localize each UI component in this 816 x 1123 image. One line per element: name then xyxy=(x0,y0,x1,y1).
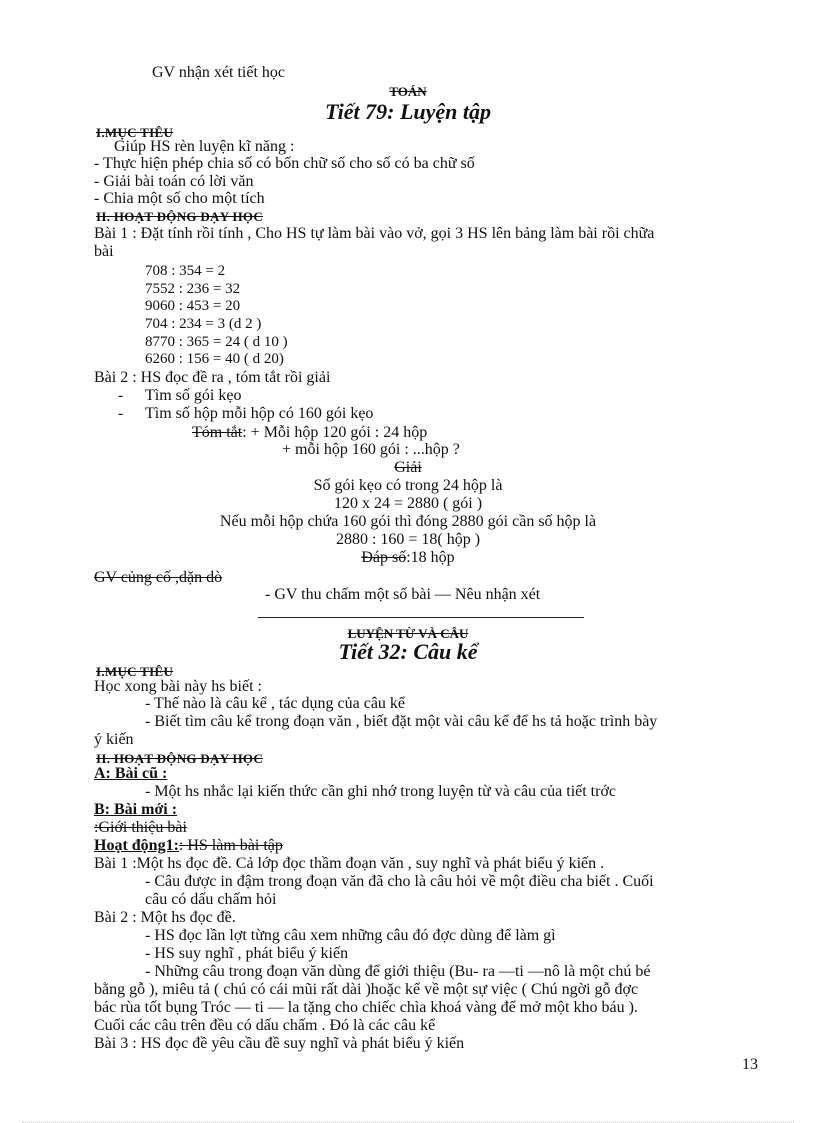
activity-1-line xyxy=(94,837,283,855)
objective-item: - Biết tìm câu kể trong đoạn văn , biết đặt một vài câu kể để hs tả hoặc trình bày xyxy=(145,713,658,730)
solution-line: Nếu mỗi hộp chứa 160 gói thì đóng 2880 gói cần số hộp là xyxy=(219,513,597,530)
section-divider xyxy=(258,617,584,618)
teacher-remark: GV nhận xét tiết học xyxy=(152,64,286,81)
solution-line: Số gói kẹo có trong 24 hộp là xyxy=(313,477,503,494)
summary-value: : + Mỗi hộp 120 gói : 24 hộp xyxy=(242,424,428,441)
closing-note: - GV thu chấm một số bài — Nêu nhận xét xyxy=(265,586,541,603)
consolidation-heading: GV củng cố ,dặn dò xyxy=(94,569,223,586)
calculation-line: 7552 : 236 = 32 xyxy=(145,281,241,297)
exercise-text: Bài 1 :Một hs đọc đề. Cả lớp đọc thầm đoạn văn , suy nghĩ và phát biểu ý kiến . xyxy=(94,855,605,872)
section-heading-activities-2: II. HOẠT ĐỘNG DẠY HỌC xyxy=(96,751,264,766)
objective-item-cont: ý kiến xyxy=(94,731,134,748)
objective-item: - Chia một số cho một tích xyxy=(94,190,265,207)
objective-item: - Thế nào là câu kể , tác dụng của câu kể xyxy=(145,695,406,712)
exercise-text: Cuối các câu trên đều có dấu chấm . Đó là các câu kể xyxy=(94,1017,436,1034)
exercise-1-text-cont: bài xyxy=(94,243,114,260)
exercise-text: - Câu được in đậm trong đoạn văn đã cho là câu hỏi về một điều cha biết . Cuối xyxy=(145,873,654,890)
exercise-1-text: Bài 1 : Đặt tính rồi tính , Cho HS tự làm bài vào vở, gọi 3 HS lên bảng làm bài rồi chữa xyxy=(94,225,655,242)
old-lesson-text: - Một hs nhắc lại kiến thức cần ghi nhớ trong luyện từ và câu của tiết trớc xyxy=(145,783,617,800)
exercise-2-text: Bài 2 : HS đọc đề ra , tóm tắt rồi giải xyxy=(94,369,331,386)
activity-1-label: Hoạt động1: xyxy=(94,837,179,854)
exercise-text: bằng gỗ ), miêu tả ( chú có cái mũi rất dài )hoặc kể về một sự việc ( Chú ngời gỗ đợc xyxy=(94,981,639,998)
summary-line xyxy=(192,424,427,442)
calculation-line: 9060 : 453 = 20 xyxy=(145,298,241,314)
lesson-title-79: Tiết 79: Luyện tập xyxy=(325,99,491,124)
answer-label: Đáp số xyxy=(361,549,407,566)
calculation-line: 704 : 234 = 3 (d 2 ) xyxy=(145,316,262,332)
subject-heading-vocab: LUYỆN TỪ VÀ CÂU xyxy=(347,626,469,641)
dash-bullet: ‐ xyxy=(118,387,124,404)
exercise-text: bác rùa tốt bụng Tróc — ti — la tặng cho chiếc chìa khoá vàng để mở một kho báu ). xyxy=(94,999,638,1016)
objective-intro-2: Học xong bài này hs biết : xyxy=(94,678,262,695)
lesson-title-32: Tiết 32: Câu kể xyxy=(338,639,478,664)
exercise-text: - HS đọc lần lợt từng câu xem những câu đó đợc dùng để làm gì xyxy=(145,927,556,944)
summary-label: Tóm tắt xyxy=(192,424,243,441)
section-heading-activities: II. HOẠT ĐỘNG DẠY HỌC xyxy=(96,209,264,224)
exercise-text: - Những câu trong đoạn văn dùng để giới thiệu (Bu- ra —ti —nô là một chú bé xyxy=(145,963,651,980)
answer-line xyxy=(0,549,816,567)
old-lesson-heading: A: Bài cũ : xyxy=(94,765,168,782)
objective-item: - Giải bài toán có lời văn xyxy=(94,173,254,190)
exercise-text: - HS suy nghĩ , phát biểu ý kiến xyxy=(145,945,349,962)
solution-line: 120 x 24 = 2880 ( gói ) xyxy=(333,495,483,512)
exercise-2-step: Tìm số gói kẹo xyxy=(145,387,242,404)
objective-intro: Giúp HS rèn luyện kĩ năng : xyxy=(114,138,295,155)
intro-lesson: :Giới thiệu bài xyxy=(94,819,187,836)
new-lesson-heading: B: Bài mới : xyxy=(94,801,178,818)
objective-item: - Thực hiện phép chia số có bốn chữ số cho số có ba chữ số xyxy=(94,155,475,172)
answer-value: :18 hộp xyxy=(406,549,455,566)
solution-line: 2880 : 160 = 18( hộp ) xyxy=(335,531,481,548)
calculation-line: 6260 : 156 = 40 ( d 20) xyxy=(145,351,284,367)
section-heading-objectives-2: I.MỤC TIÊU xyxy=(96,664,174,679)
calculation-line: 8770 : 365 = 24 ( d 10 ) xyxy=(145,334,288,350)
subject-heading-math: TOÁN xyxy=(389,84,427,99)
dash-bullet: ‐ xyxy=(118,405,124,422)
activity-1-value: : HS làm bài tập xyxy=(178,837,283,854)
summary-line-2: + mỗi hộp 160 gói : ...hộp ? xyxy=(282,441,460,458)
exercise-2-step: Tìm số hộp mỗi hộp có 160 gói kẹo xyxy=(145,405,374,422)
section-heading-objectives: I.MỤC TIÊU xyxy=(96,125,174,140)
solution-heading: Giải xyxy=(394,459,422,476)
exercise-text: câu có dấu chấm hỏi xyxy=(145,891,277,908)
page-number: 13 xyxy=(742,1056,758,1073)
calculation-line: 708 : 354 = 2 xyxy=(145,263,226,279)
exercise-text: Bài 3 : HS đọc đề yêu cầu đề suy nghĩ và phát biểu ý kiến xyxy=(94,1035,465,1052)
exercise-text: Bài 2 : Một hs đọc đề. xyxy=(94,909,236,926)
